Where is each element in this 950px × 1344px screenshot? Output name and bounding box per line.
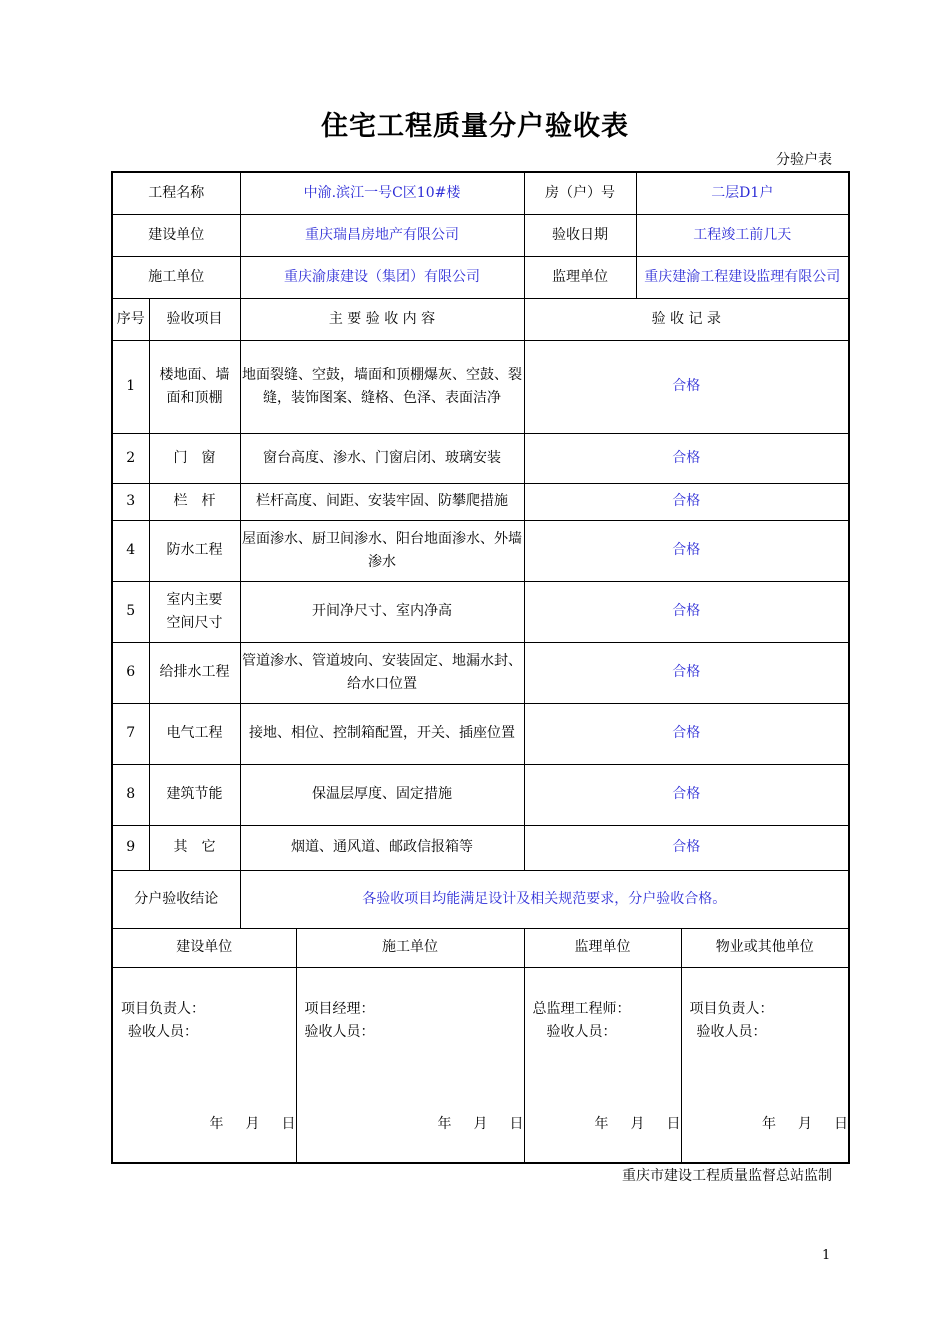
- date-month-label: 月: [473, 1115, 488, 1132]
- row-item: 电气工程: [149, 703, 240, 764]
- signature-header-row: [112, 928, 849, 967]
- row-content: 地面裂缝、空鼓，墙面和顶棚爆灰、空鼓、裂缝，装饰图案、缝格、色泽、表面洁净: [240, 340, 524, 433]
- sign-unit-contractor: 施工单位: [296, 928, 524, 967]
- row-record: 合格: [524, 642, 849, 703]
- table-row: [112, 520, 849, 581]
- table-row: [112, 825, 849, 870]
- date-year-label: 年: [762, 1115, 777, 1132]
- row-seq: 3: [112, 483, 149, 520]
- date-year-label: 年: [209, 1115, 224, 1132]
- unit-no-value: 二层D1户: [636, 172, 849, 214]
- row-item: 防水工程: [149, 520, 240, 581]
- project-name-label: 工程名称: [112, 172, 240, 214]
- sign-unit-property: 物业或其他单位: [681, 928, 849, 967]
- sign-line-responsible: 总监理工程师：: [532, 1000, 631, 1017]
- table-row: [112, 340, 849, 433]
- date-month-label: 月: [798, 1115, 813, 1132]
- info-row-project: [112, 172, 849, 214]
- row-content: 窗台高度、渗水、门窗启闭、玻璃安装: [240, 433, 524, 483]
- row-item: 室内主要空间尺寸: [149, 581, 240, 642]
- table-row: [112, 433, 849, 483]
- conclusion-label: 分户验收结论: [112, 870, 240, 928]
- items-header-row: [112, 298, 849, 340]
- accept-date-value: 工程竣工前几天: [636, 214, 849, 256]
- project-name-value: 中渝.滨江一号C区10#楼: [240, 172, 524, 214]
- row-record: 合格: [524, 483, 849, 520]
- contractor-label: 施工单位: [112, 256, 240, 298]
- row-seq: 4: [112, 520, 149, 581]
- content-header: 主 要 验 收 内 容: [240, 298, 524, 340]
- date-day-label: 日: [666, 1115, 681, 1132]
- sign-line-inspector: 验收人员：: [546, 1023, 617, 1040]
- row-seq: 6: [112, 642, 149, 703]
- record-header: 验 收 记 录: [524, 298, 849, 340]
- sign-line-inspector: 验收人员：: [128, 1023, 198, 1040]
- sign-line-responsible: 项目负责人：: [121, 1000, 205, 1017]
- row-seq: 7: [112, 703, 149, 764]
- row-seq: 5: [112, 581, 149, 642]
- sign-block-contractor: [296, 967, 524, 1163]
- conclusion-row: [112, 870, 849, 928]
- info-row-builder: [112, 214, 849, 256]
- row-content: 烟道、通风道、邮政信报箱等: [240, 825, 524, 870]
- table-row: [112, 483, 849, 520]
- page-title: 住宅工程质量分户验收表: [321, 111, 629, 142]
- supervisor-value: 重庆建渝工程建设监理有限公司: [636, 256, 849, 298]
- row-record: 合格: [524, 703, 849, 764]
- table-row: [112, 642, 849, 703]
- accept-date-label: 验收日期: [524, 214, 636, 256]
- unit-no-label: 房（户）号: [524, 172, 636, 214]
- table-row: [112, 703, 849, 764]
- form-code: 分验户表: [776, 152, 832, 168]
- date-year-label: 年: [437, 1115, 452, 1132]
- row-content: 保温层厚度、固定措施: [240, 764, 524, 825]
- date-month-label: 月: [630, 1115, 645, 1132]
- supervisor-label: 监理单位: [524, 256, 636, 298]
- row-record: 合格: [524, 764, 849, 825]
- footer-note: 重庆市建设工程质量监督总站监制: [622, 1168, 832, 1184]
- row-record: 合格: [524, 825, 849, 870]
- sign-unit-supervisor: 监理单位: [524, 928, 681, 967]
- sign-line-responsible: 项目经理：: [304, 1000, 375, 1017]
- sign-date: [344, 1113, 524, 1136]
- date-year-label: 年: [594, 1115, 609, 1132]
- sign-line-inspector: 验收人员：: [696, 1023, 767, 1040]
- conclusion-text: 各验收项目均能满足设计及相关规范要求，分户验收合格。: [240, 870, 849, 928]
- sign-line-inspector: 验收人员：: [304, 1023, 375, 1040]
- sign-block-property: [681, 967, 849, 1163]
- sign-date: [501, 1113, 681, 1136]
- sign-date: [116, 1113, 296, 1136]
- page-number: 1: [822, 1248, 831, 1263]
- row-record: 合格: [524, 433, 849, 483]
- seq-header: 序号: [112, 298, 149, 340]
- row-content: 管道渗水、管道坡向、安装固定、地漏水封、给水口位置: [240, 642, 524, 703]
- sign-date: [668, 1113, 848, 1136]
- row-record: 合格: [524, 520, 849, 581]
- builder-label: 建设单位: [112, 214, 240, 256]
- row-content: 栏杆高度、间距、安装牢固、防攀爬措施: [240, 483, 524, 520]
- acceptance-table: [111, 171, 850, 1164]
- row-record: 合格: [524, 581, 849, 642]
- row-item: 门 窗: [149, 433, 240, 483]
- row-content: 接地、相位、控制箱配置，开关、插座位置: [240, 703, 524, 764]
- row-seq: 9: [112, 825, 149, 870]
- date-month-label: 月: [245, 1115, 260, 1132]
- sign-line-responsible: 项目负责人：: [689, 1000, 774, 1017]
- row-item: 楼地面、墙面和顶棚: [149, 340, 240, 433]
- row-content: 屋面渗水、厨卫间渗水、阳台地面渗水、外墙渗水: [240, 520, 524, 581]
- table-row: [112, 581, 849, 642]
- builder-value: 重庆瑞昌房地产有限公司: [240, 214, 524, 256]
- sign-block-builder: [112, 967, 296, 1163]
- signature-row: [112, 967, 849, 1163]
- info-row-contractor: [112, 256, 849, 298]
- sign-block-supervisor: [524, 967, 681, 1163]
- row-item: 给排水工程: [149, 642, 240, 703]
- table-row: [112, 764, 849, 825]
- row-item: 建筑节能: [149, 764, 240, 825]
- sign-unit-builder: 建设单位: [112, 928, 296, 967]
- row-item: 其 它: [149, 825, 240, 870]
- row-seq: 2: [112, 433, 149, 483]
- date-day-label: 日: [509, 1115, 524, 1132]
- contractor-value: 重庆渝康建设（集团）有限公司: [240, 256, 524, 298]
- row-record: 合格: [524, 340, 849, 433]
- row-item: 栏 杆: [149, 483, 240, 520]
- row-seq: 1: [112, 340, 149, 433]
- item-header: 验收项目: [149, 298, 240, 340]
- date-day-label: 日: [834, 1115, 849, 1132]
- row-content: 开间净尺寸、室内净高: [240, 581, 524, 642]
- date-day-label: 日: [281, 1115, 296, 1132]
- row-seq: 8: [112, 764, 149, 825]
